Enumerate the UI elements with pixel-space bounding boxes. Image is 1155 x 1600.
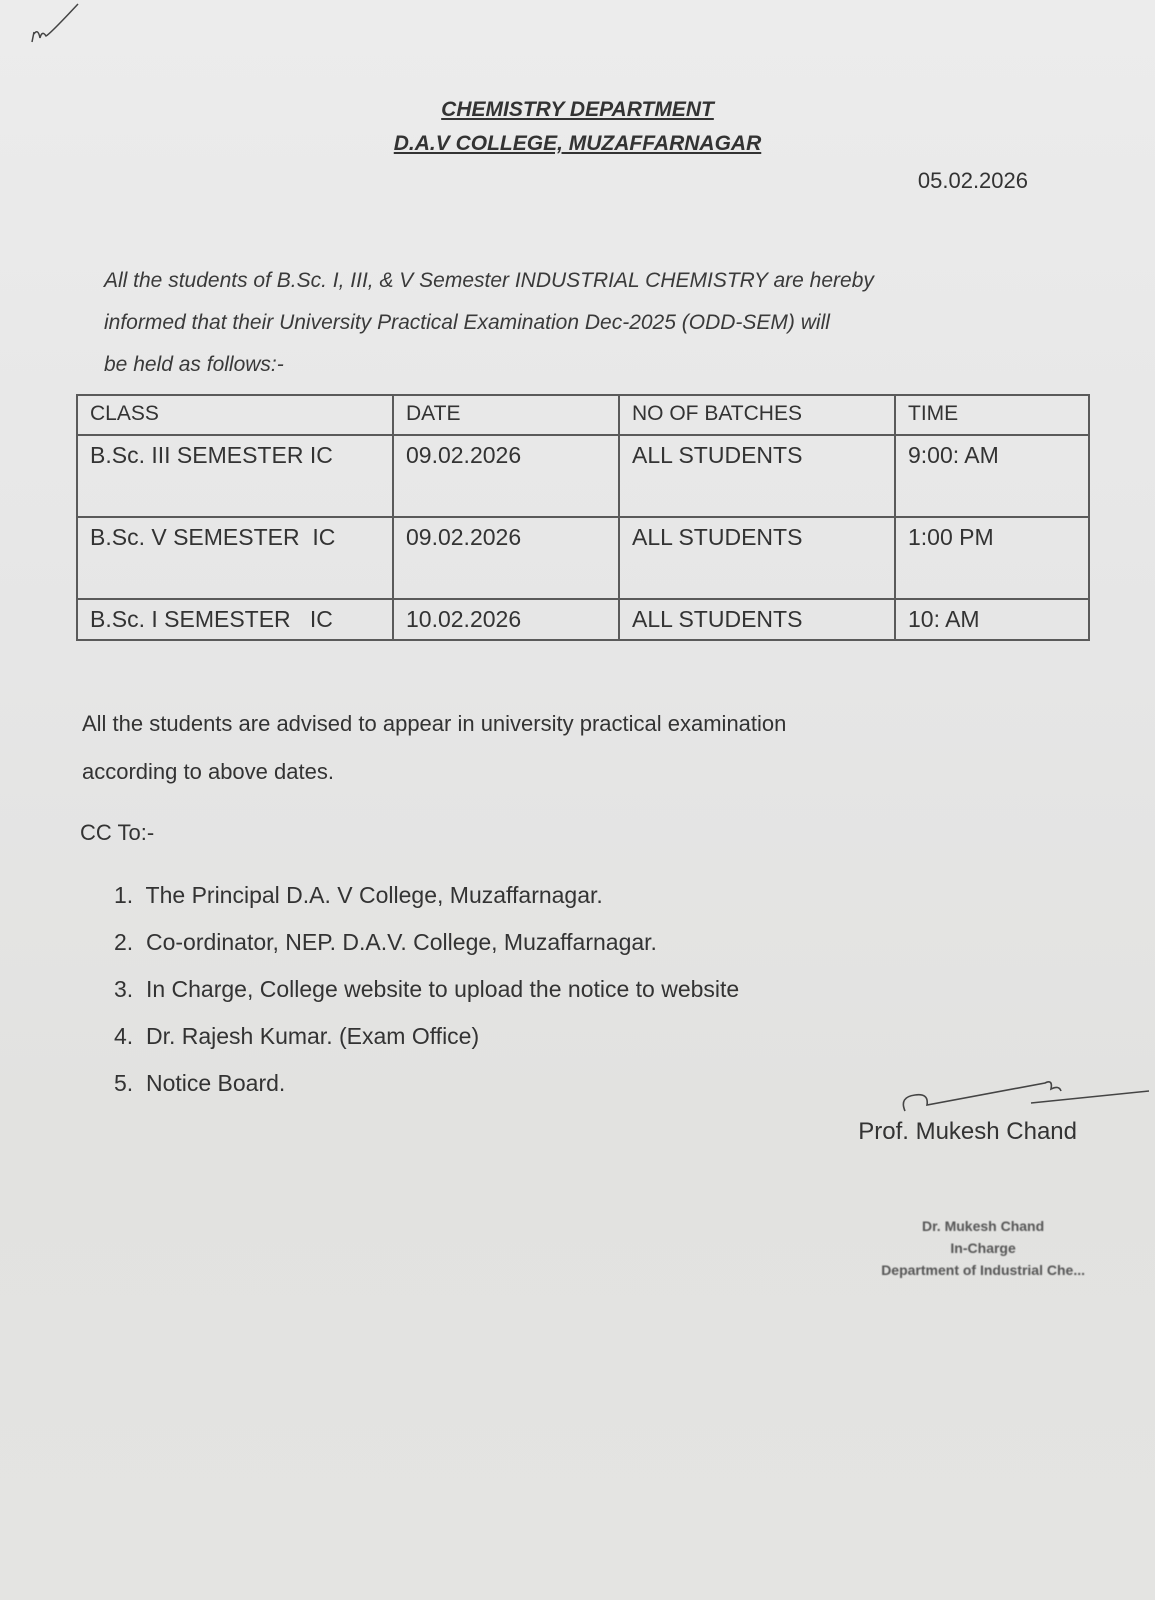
header-batches: NO OF BATCHES <box>619 395 895 435</box>
cell-date: 10.02.2026 <box>393 599 619 640</box>
cc-label: CC To:- <box>80 820 155 845</box>
cell-time: 1:00 PM <box>895 517 1089 599</box>
initial-mark-icon <box>28 0 88 50</box>
cc-item: 5. Notice Board. <box>114 1070 286 1096</box>
advice-line: All the students are advised to appear in university practical examination <box>82 711 787 736</box>
cell-batches: ALL STUDENTS <box>619 599 895 640</box>
exam-schedule-table <box>76 394 1090 641</box>
signatory-name: Prof. Mukesh Chand <box>858 1118 1077 1145</box>
signature-icon <box>895 1075 1150 1120</box>
advice-paragraph <box>82 700 1042 796</box>
department-stamp <box>881 1215 1085 1281</box>
header-date: DATE <box>393 395 619 435</box>
header-class: CLASS <box>77 395 393 435</box>
table-row <box>77 599 1089 640</box>
cell-class: B.Sc. I SEMESTER IC <box>77 599 393 640</box>
table-row <box>77 435 1089 517</box>
intro-line: All the students of B.Sc. I, III, & V Semester INDUSTRIAL CHEMISTRY are hereby <box>104 269 874 292</box>
cell-class: B.Sc. III SEMESTER IC <box>77 435 393 517</box>
cc-item: 4. Dr. Rajesh Kumar. (Exam Office) <box>114 1023 480 1049</box>
department-heading: CHEMISTRY DEPARTMENT <box>441 98 714 121</box>
cell-batches: ALL STUDENTS <box>619 517 895 599</box>
cell-time: 9:00: AM <box>895 435 1089 517</box>
intro-line: informed that their University Practical Examination Dec-2025 (ODD-SEM) will <box>104 311 830 334</box>
stamp-line: Department of Industrial Che... <box>881 1262 1085 1278</box>
cell-date: 09.02.2026 <box>393 517 619 599</box>
table-header-row <box>77 395 1089 435</box>
intro-line: be held as follows:- <box>104 353 284 376</box>
cc-list <box>114 872 739 1107</box>
stamp-line: Dr. Mukesh Chand <box>922 1218 1045 1234</box>
cc-item: 2. Co-ordinator, NEP. D.A.V. College, Muzaffarnagar. <box>114 929 657 955</box>
cell-time: 10: AM <box>895 599 1089 640</box>
notice-date: 05.02.2026 <box>917 168 1028 193</box>
table-row <box>77 517 1089 599</box>
cell-class: B.Sc. V SEMESTER IC <box>77 517 393 599</box>
college-heading: D.A.V COLLEGE, MUZAFFARNAGAR <box>393 132 762 155</box>
cc-item: 3. In Charge, College website to upload the notice to website <box>114 976 740 1002</box>
cell-date: 09.02.2026 <box>393 435 619 517</box>
header-time: TIME <box>895 395 1089 435</box>
advice-line: according to above dates. <box>82 759 334 784</box>
cell-batches: ALL STUDENTS <box>619 435 895 517</box>
stamp-line: In-Charge <box>950 1240 1016 1256</box>
intro-paragraph <box>104 260 1064 386</box>
cc-item: 1. The Principal D.A. V College, Muzaffarnagar. <box>114 882 603 908</box>
